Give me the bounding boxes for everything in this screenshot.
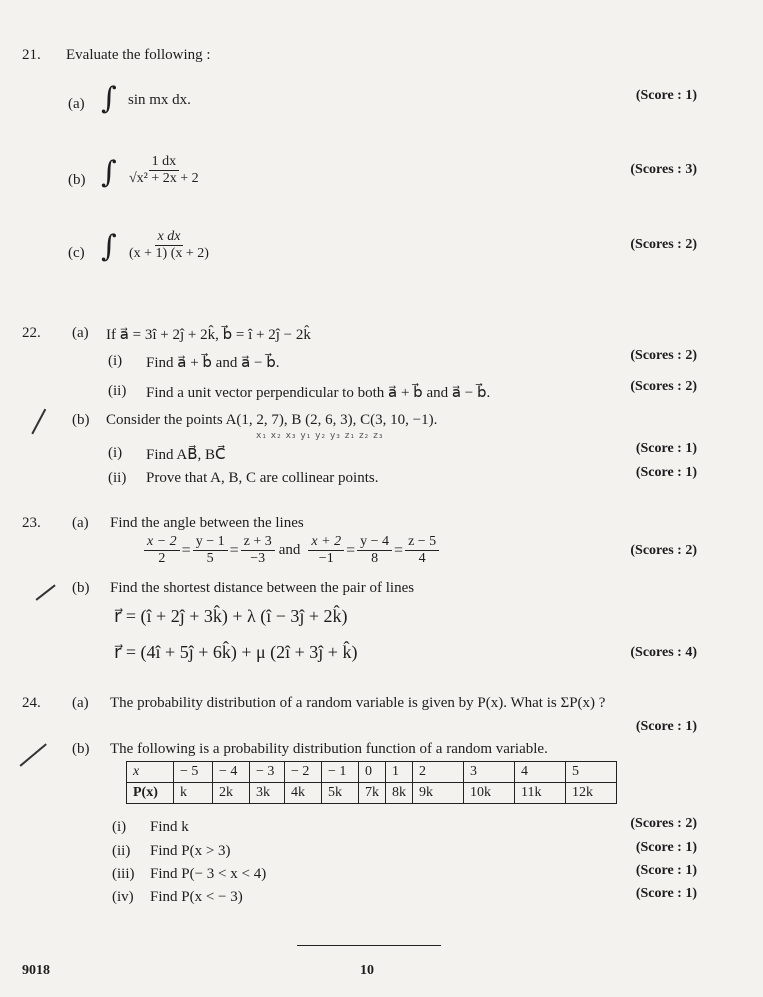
q23b-line1: r⃗ = (î + 2ĵ + 3k̂) + λ (î − 3ĵ + 2k̂) — [114, 606, 348, 626]
table-cell: 4k — [285, 783, 322, 804]
table-cell: − 5 — [174, 762, 213, 783]
integral-sign: ∫ — [101, 155, 117, 190]
q22b-ii-text: Prove that A, B, C are collinear points. — [146, 470, 379, 486]
table-cell: 5 — [566, 762, 617, 783]
q21c-fraction — [126, 229, 212, 262]
q22-number: 22. — [22, 325, 41, 341]
q22b-ii-label: (ii) — [108, 470, 127, 486]
table-cell: 3k — [250, 783, 285, 804]
table-row-x — [127, 762, 617, 783]
q21c-score: (Scores : 2) — [630, 237, 697, 252]
q24b-label: (b) — [72, 741, 90, 757]
line1-x-den: 2 — [158, 551, 166, 566]
table-cell: 8k — [386, 783, 413, 804]
q22b-i-text: Find AB⃗, BC⃗ — [146, 447, 226, 463]
q24b-iv-score: (Score : 1) — [635, 886, 697, 901]
q24b-ii-text: Find P(x > 3) — [150, 843, 231, 859]
q22b-ii-score: (Score : 1) — [635, 465, 697, 480]
q23b-text: Find the shortest distance between the pair of lines — [110, 580, 415, 596]
q24b-iii-label: (iii) — [112, 866, 135, 882]
q21a-label: (a) — [68, 96, 85, 112]
line2-z-num: z − 5 — [405, 534, 439, 551]
table-cell: 7k — [359, 783, 386, 804]
q24b-text: The following is a probability distribution function of a random variable. — [110, 741, 548, 757]
q24b-iv-text: Find P(x < − 3) — [150, 889, 243, 905]
table-cell: − 1 — [322, 762, 359, 783]
q22a-ii-score: (Scores : 2) — [630, 379, 697, 394]
q24a-text: The probability distribution of a random variable is given by P(x). What is ΣP(x) ? — [110, 695, 606, 711]
page-number: 10 — [360, 963, 374, 978]
q22b-i-label: (i) — [108, 445, 123, 461]
q24b-iv-label: (iv) — [112, 889, 134, 905]
equals-sign: = — [346, 541, 356, 559]
table-cell: 5k — [322, 783, 359, 804]
table-cell: 11k — [515, 783, 566, 804]
line2-x-den: −1 — [318, 551, 334, 566]
q22a-ii-text: Find a unit vector perpendicular to both a⃗ + b⃗ and a⃗ − b⃗. — [146, 385, 491, 401]
line2-x-num: x + 2 — [308, 534, 344, 551]
q21c-numerator: x dx — [155, 229, 184, 246]
q23b-score: (Scores : 4) — [630, 645, 697, 660]
q22b-text: Consider the points A(1, 2, 7), B (2, 6, 3), C(3, 10, −1). — [106, 412, 438, 428]
line1-y-den: 5 — [206, 551, 214, 566]
table-cell: − 3 — [250, 762, 285, 783]
q21a-integrand: sin mx dx. — [128, 92, 191, 108]
q21b-numerator: 1 dx — [149, 154, 180, 171]
handwritten-annotation: x₁ x₂ x₃ y₁ y₂ y₃ z₁ z₂ z₃ — [256, 431, 384, 441]
table-cell: 2k — [213, 783, 250, 804]
q23b-line2: r⃗ = (4î + 5ĵ + 6k̂) + μ (2î + 3ĵ + k̂) — [114, 642, 358, 662]
q22a-i-score: (Scores : 2) — [630, 348, 697, 363]
pen-tick-mark — [20, 743, 47, 766]
table-cell: x — [127, 762, 174, 783]
q24a-score: (Score : 1) — [635, 719, 697, 734]
q22a-label: (a) — [72, 325, 89, 341]
line2-z-den: 4 — [418, 551, 426, 566]
and-word: and — [278, 542, 301, 558]
table-cell: 9k — [413, 783, 464, 804]
line2-y-num: y − 4 — [357, 534, 392, 551]
q21b-score: (Scores : 3) — [630, 162, 697, 177]
q23-number: 23. — [22, 515, 41, 531]
q24b-i-text: Find k — [150, 819, 189, 835]
integral-sign: ∫ — [101, 229, 117, 264]
equals-sign: = — [229, 541, 239, 559]
q21-number: 21. — [22, 47, 41, 63]
q24b-iii-text: Find P(− 3 < x < 4) — [150, 866, 267, 882]
q24b-ii-score: (Score : 1) — [635, 840, 697, 855]
q23b-label: (b) — [72, 580, 90, 596]
line1-x-num: x − 2 — [144, 534, 180, 551]
q24b-iii-score: (Score : 1) — [635, 863, 697, 878]
q21b-fraction — [126, 154, 202, 187]
q22a-i-label: (i) — [108, 353, 123, 369]
q23a-score: (Scores : 2) — [630, 543, 697, 558]
line1-y-num: y − 1 — [193, 534, 228, 551]
q21-title: Evaluate the following : — [66, 47, 211, 63]
line1-z-num: z + 3 — [241, 534, 275, 551]
line1-z-den: −3 — [250, 551, 266, 566]
table-cell: − 4 — [213, 762, 250, 783]
q21a-score: (Score : 1) — [635, 88, 697, 103]
equals-sign: = — [394, 541, 404, 559]
footer-rule — [297, 945, 441, 946]
equals-sign: = — [181, 541, 191, 559]
table-cell: 3 — [464, 762, 515, 783]
q22b-label: (b) — [72, 412, 90, 428]
q22a-ii-label: (ii) — [108, 383, 127, 399]
pen-tick-mark — [36, 584, 56, 600]
integral-sign: ∫ — [101, 81, 117, 116]
table-row-px — [127, 783, 617, 804]
q22b-i-score: (Score : 1) — [635, 441, 697, 456]
table-cell: 12k — [566, 783, 617, 804]
paper-code: 9018 — [22, 963, 50, 978]
q24a-label: (a) — [72, 695, 89, 711]
table-cell: 4 — [515, 762, 566, 783]
table-cell: 10k — [464, 783, 515, 804]
line2-y-den: 8 — [371, 551, 379, 566]
q22a-i-text: Find a⃗ + b⃗ and a⃗ − b⃗. — [146, 355, 280, 371]
q22a-text: If a⃗ = 3î + 2ĵ + 2k̂, b⃗ = î + 2ĵ − 2k̂ — [106, 327, 311, 343]
table-cell: 1 — [386, 762, 413, 783]
q24b-ii-label: (ii) — [112, 843, 131, 859]
probability-table — [126, 761, 617, 804]
q21b-denominator: √x² + 2x + 2 — [129, 171, 199, 186]
q21c-denominator: (x + 1) (x + 2) — [129, 246, 209, 261]
q24b-i-score: (Scores : 2) — [630, 816, 697, 831]
q21b-label: (b) — [68, 172, 86, 188]
table-cell: − 2 — [285, 762, 322, 783]
table-cell: 0 — [359, 762, 386, 783]
q21c-label: (c) — [68, 245, 85, 261]
q23a-label: (a) — [72, 515, 89, 531]
q24b-i-label: (i) — [112, 819, 127, 835]
q23a-equations — [144, 534, 439, 567]
table-cell: 2 — [413, 762, 464, 783]
table-cell: P(x) — [127, 783, 174, 804]
table-cell: k — [174, 783, 213, 804]
q23a-text: Find the angle between the lines — [110, 515, 304, 531]
pen-tick-mark — [31, 409, 45, 434]
q24-number: 24. — [22, 695, 41, 711]
